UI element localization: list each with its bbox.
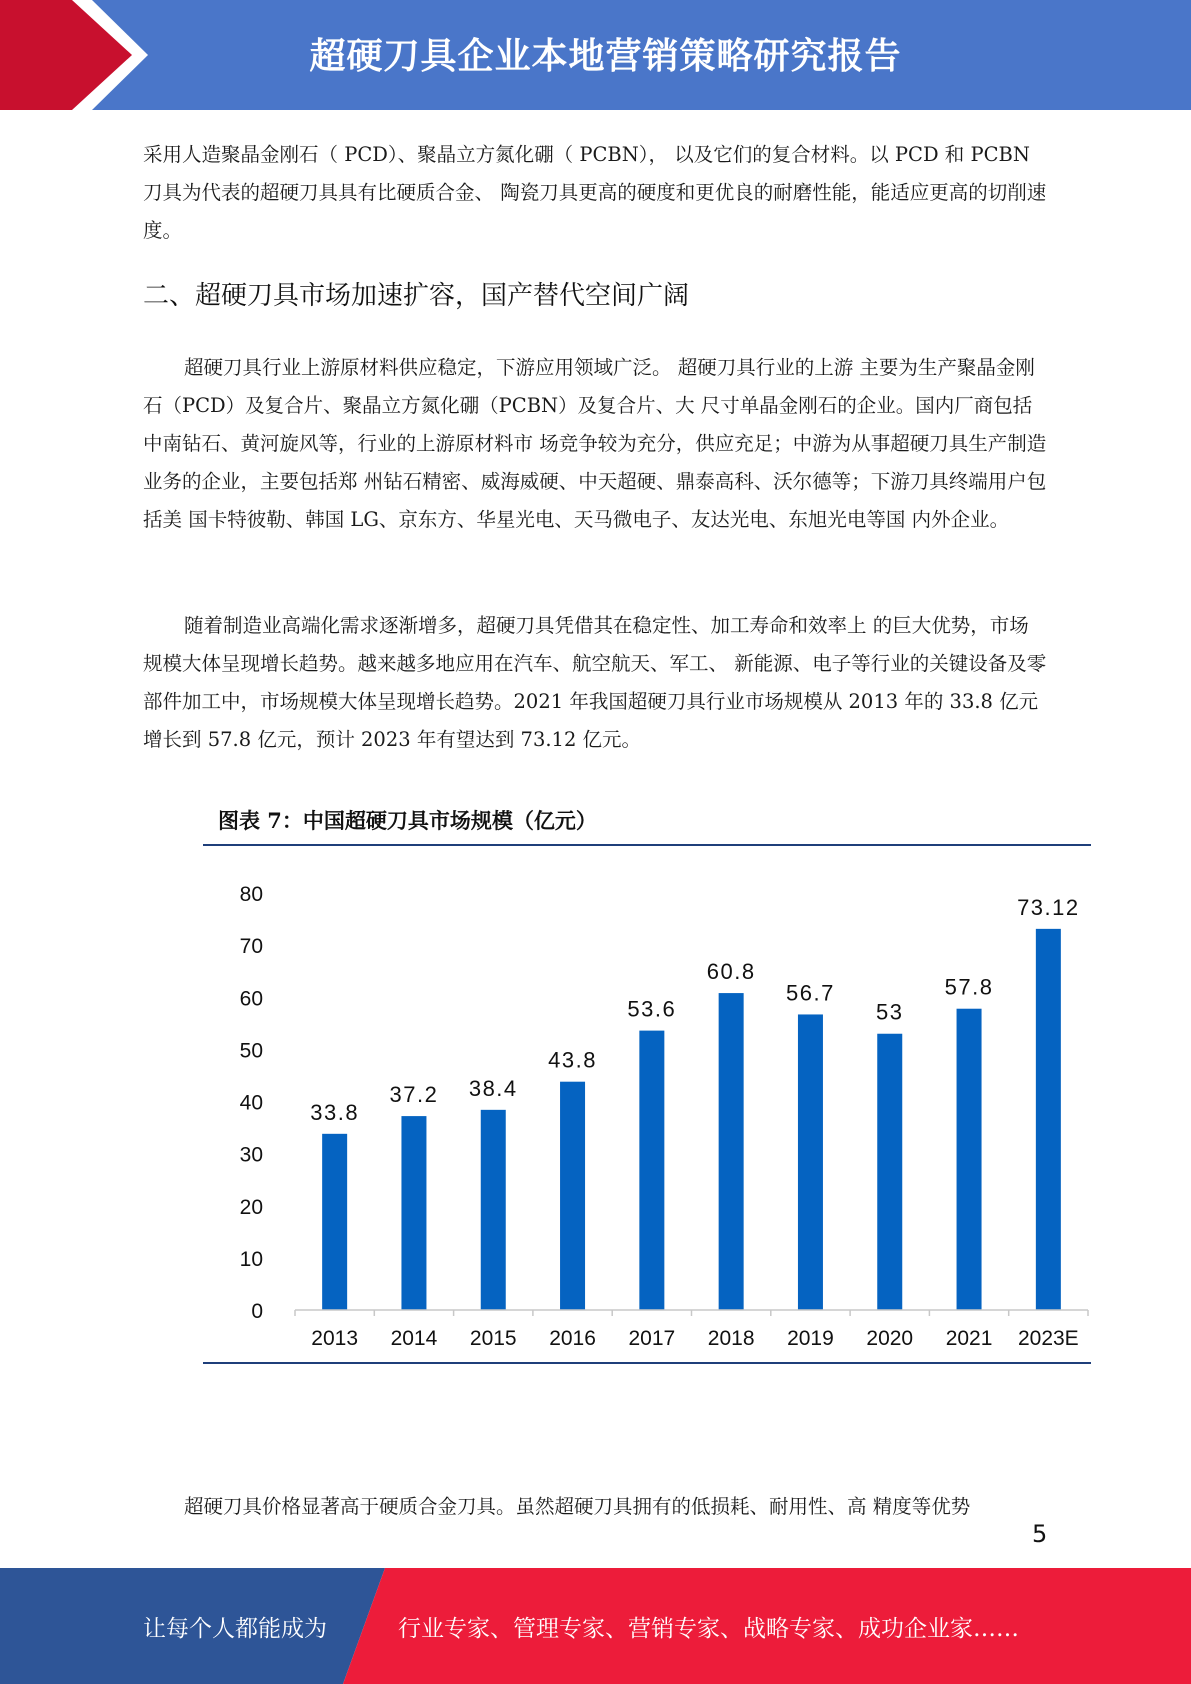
bar-value-label: 60.8 [706,959,756,985]
bar [322,1134,347,1310]
x-axis-labels [311,1327,1078,1350]
bar [481,1110,506,1310]
bar-value-label: 53 [876,999,904,1025]
chart-bottom-rule [203,1362,1091,1364]
page-number: 5 [1032,1520,1048,1548]
bar [957,1009,982,1310]
bar-value-label: 43.8 [548,1047,597,1073]
footer-slogan-left: 让每个人都能成为 [143,1616,327,1642]
bar-value-label: 73.12 [1017,894,1080,920]
y-tick-label: 10 [239,1247,263,1271]
bar-value-label: 37.2 [389,1082,439,1108]
bar [401,1116,426,1310]
x-tick-label: 2021 [945,1327,993,1350]
chart-top-rule [203,844,1091,846]
y-tick-label: 80 [239,883,263,906]
y-tick-label: 60 [239,987,263,1011]
bar [1036,929,1061,1310]
section-heading: 二、超硬刀具市场加速扩容，国产替代空间广阔 [143,281,690,311]
x-tick-label: 2018 [707,1327,755,1350]
footer-band [0,1568,1191,1684]
y-tick-label: 30 [239,1143,263,1167]
y-tick-label: 70 [239,935,263,959]
bar [719,993,744,1310]
paragraph-intro: 采用人造聚晶金刚石（ PCD）、聚晶立方氮化硼（ PCBN）， 以及它们的复合材料。以 PCD 和 PCBN 刀具为代表的超硬刀具具有比硬质合金、 陶瓷刀具更高的硬度和更优良的耐磨性能，能适应更高的切削速度。 [143,143,1047,242]
market-size-bar-chart [203,860,1091,1360]
x-axis [295,1310,1088,1316]
header-band [0,0,1191,110]
bar-value-label: 53.6 [627,996,677,1022]
x-tick-label: 2020 [866,1327,914,1350]
x-tick-label: 2017 [628,1327,676,1350]
x-tick-label: 2015 [469,1327,517,1350]
footer-slogan-right: 行业专家、管理专家、营销专家、战略专家、成功企业家…… [398,1616,1019,1642]
y-axis-ticks [240,883,263,1323]
paragraph-industry-chain: 超硬刀具行业上游原材料供应稳定，下游应用领域广泛。 超硬刀具行业的上游 主要为生产聚晶金刚石（PCD）及复合片、聚晶立方氮化硼（PCBN）及复合片、大 尺寸单晶金刚石的企业。国内厂商包括中南钻石、黄河旋风等，行业的上游原材料市 场竞争较为充分，供应充足；中游为从事超硬刀具生产制造业务的企业，主要包括郑 州钻石精密、威海威硬、中天超硬、鼎泰高科、沃尔德等；下游刀具终端用户包括美 国卡特彼勒、韩国 LG、京东方、华星光电、天马微电子、友达光电、东旭光电等国 内外企业。 [143,356,1047,531]
x-tick-label: 2013 [311,1327,359,1350]
bar-value-label: 56.7 [786,980,835,1006]
report-title: 超硬刀具企业本地营销策略研究报告 [309,36,902,77]
y-tick-label: 50 [239,1039,263,1063]
bar [877,1034,902,1310]
x-tick-label: 2019 [787,1327,834,1350]
y-tick-label: 0 [251,1300,263,1323]
paragraph-price: 超硬刀具价格显著高于硬质合金刀具。虽然超硬刀具拥有的低损耗、耐用性、高 精度等优势 [184,1495,971,1518]
bar-value-label: 38.4 [468,1075,518,1101]
x-tick-label: 2016 [549,1327,596,1350]
chart-title: 图表 7：中国超硬刀具市场规模（亿元） [218,808,597,833]
y-tick-label: 40 [239,1091,263,1115]
y-tick-label: 20 [239,1195,263,1219]
bar [639,1031,664,1310]
bar [560,1082,585,1310]
bar [798,1014,823,1310]
paragraph-market-growth: 随着制造业高端化需求逐渐增多，超硬刀具凭借其在稳定性、加工寿命和效率上 的巨大优势，市场规模大体呈现增长趋势。越来越多地应用在汽车、航空航天、军工、 新能源、电子等行业的关键设备及零部件加工中，市场规模大体呈现增长趋势。2021 年我国超硬刀具行业市场规模从 2013 年的 33.8 亿元增长到 57.8 亿元，预计 2023 年有望达到 73.12 亿元。 [143,614,1047,751]
x-tick-label: 2023E [1017,1327,1079,1350]
bar-value-label: 57.8 [944,974,994,1000]
bar-value-label: 33.8 [310,1099,360,1125]
x-tick-label: 2014 [390,1327,438,1350]
